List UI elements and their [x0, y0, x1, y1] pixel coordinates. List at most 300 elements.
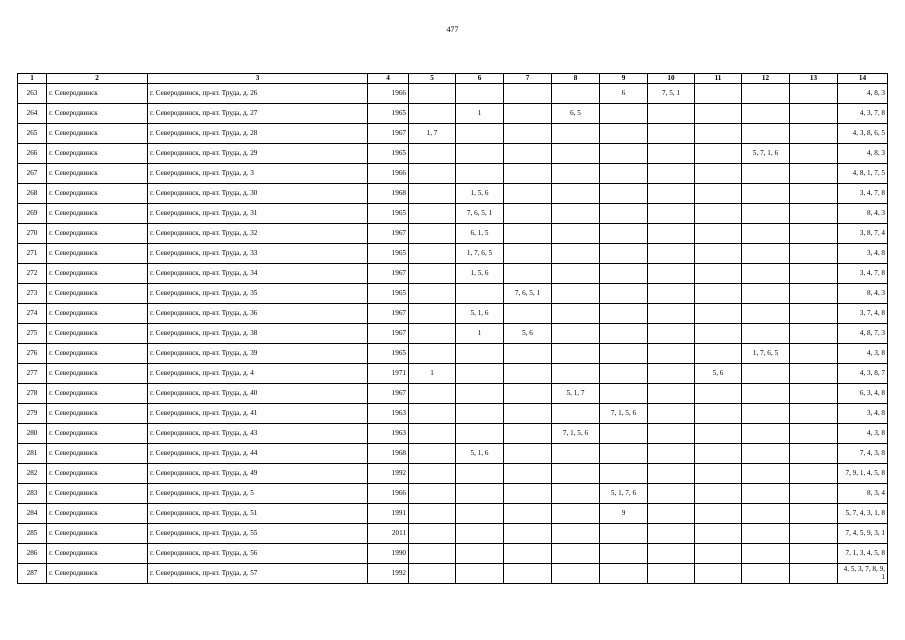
cell-col-14: 6, 3, 4, 8: [838, 384, 888, 404]
cell-row-number: 278: [18, 384, 47, 404]
cell-col-13: [790, 544, 838, 564]
cell-col-12: [742, 404, 790, 424]
cell-col-12: [742, 504, 790, 524]
cell-row-number: 273: [18, 284, 47, 304]
cell-address: г. Северодвинск, пр-кт. Труда, д. 3: [148, 164, 368, 184]
cell-row-number: 284: [18, 504, 47, 524]
cell-col-14: 3, 4, 8: [838, 244, 888, 264]
cell-settlement: г. Северодвинск: [47, 184, 148, 204]
cell-settlement: г. Северодвинск: [47, 404, 148, 424]
cell-col-12: [742, 264, 790, 284]
cell-row-number: 265: [18, 124, 47, 144]
cell-year-built: 1991: [368, 504, 409, 524]
cell-col-13: [790, 164, 838, 184]
cell-col-13: [790, 304, 838, 324]
cell-col-14: 8, 4, 3: [838, 204, 888, 224]
cell-year-built: 1965: [368, 104, 409, 124]
table-row: [18, 324, 888, 344]
table-row: [18, 304, 888, 324]
cell-col-7: [504, 544, 552, 564]
cell-row-number: 266: [18, 144, 47, 164]
cell-col-14: 5, 7, 4, 3, 1, 8: [838, 504, 888, 524]
cell-col-5: 1: [409, 364, 456, 384]
table-row: [18, 404, 888, 424]
table-row: [18, 84, 888, 104]
cell-col-9: [600, 124, 648, 144]
cell-col-8: [552, 244, 600, 264]
cell-col-9: [600, 544, 648, 564]
cell-address: г. Северодвинск, пр-кт. Труда, д. 39: [148, 344, 368, 364]
cell-col-7: [504, 344, 552, 364]
cell-col-13: [790, 244, 838, 264]
cell-col-12: [742, 424, 790, 444]
cell-col-7: 5, 6: [504, 324, 552, 344]
cell-col-9: 6: [600, 84, 648, 104]
table-row: [18, 544, 888, 564]
cell-row-number: 279: [18, 404, 47, 424]
cell-col-11: [695, 284, 742, 304]
cell-address: г. Северодвинск, пр-кт. Труда, д. 40: [148, 384, 368, 404]
cell-col-12: [742, 364, 790, 384]
cell-address: г. Северодвинск, пр-кт. Труда, д. 51: [148, 504, 368, 524]
cell-col-6: 1: [456, 104, 504, 124]
cell-settlement: г. Северодвинск: [47, 204, 148, 224]
cell-col-14: 7, 9, 1, 4, 5, 8: [838, 464, 888, 484]
cell-col-9: [600, 424, 648, 444]
column-header-7: 7: [504, 74, 552, 84]
cell-col-13: [790, 524, 838, 544]
cell-address: г. Северодвинск, пр-кт. Труда, д. 4: [148, 364, 368, 384]
cell-col-10: [648, 424, 695, 444]
cell-col-10: [648, 484, 695, 504]
cell-col-8: [552, 204, 600, 224]
cell-col-5: [409, 444, 456, 464]
cell-col-11: [695, 304, 742, 324]
cell-address: г. Северодвинск, пр-кт. Труда, д. 35: [148, 284, 368, 304]
cell-col-13: [790, 84, 838, 104]
cell-col-11: [695, 144, 742, 164]
cell-col-14: 4, 5, 3, 7, 8, 9, 1: [838, 564, 888, 584]
cell-col-6: [456, 504, 504, 524]
cell-col-12: 5, 7, 1, 6: [742, 144, 790, 164]
cell-col-5: [409, 404, 456, 424]
cell-address: г. Северодвинск, пр-кт. Труда, д. 33: [148, 244, 368, 264]
cell-year-built: 1965: [368, 344, 409, 364]
cell-row-number: 269: [18, 204, 47, 224]
cell-col-11: [695, 344, 742, 364]
cell-col-6: [456, 284, 504, 304]
cell-year-built: 1967: [368, 324, 409, 344]
cell-col-9: [600, 324, 648, 344]
cell-settlement: г. Северодвинск: [47, 564, 148, 584]
cell-col-7: [504, 464, 552, 484]
cell-col-13: [790, 104, 838, 124]
cell-year-built: 1990: [368, 544, 409, 564]
cell-col-7: [504, 84, 552, 104]
cell-col-12: [742, 204, 790, 224]
cell-col-8: [552, 144, 600, 164]
cell-col-14: 4, 3, 8: [838, 424, 888, 444]
cell-col-12: [742, 324, 790, 344]
cell-col-9: [600, 384, 648, 404]
cell-row-number: 283: [18, 484, 47, 504]
cell-address: г. Северодвинск, пр-кт. Труда, д. 31: [148, 204, 368, 224]
cell-col-14: 3, 4, 8: [838, 404, 888, 424]
cell-row-number: 274: [18, 304, 47, 324]
cell-col-7: [504, 184, 552, 204]
cell-year-built: 1968: [368, 184, 409, 204]
cell-col-7: [504, 264, 552, 284]
cell-col-6: [456, 144, 504, 164]
cell-col-7: [504, 304, 552, 324]
cell-col-6: [456, 124, 504, 144]
cell-year-built: 1968: [368, 444, 409, 464]
cell-col-12: [742, 164, 790, 184]
cell-col-13: [790, 404, 838, 424]
cell-col-13: [790, 464, 838, 484]
cell-col-8: [552, 344, 600, 364]
cell-col-12: [742, 384, 790, 404]
cell-col-5: [409, 244, 456, 264]
cell-col-7: [504, 444, 552, 464]
cell-col-5: [409, 104, 456, 124]
cell-col-5: [409, 504, 456, 524]
cell-address: г. Северодвинск, пр-кт. Труда, д. 38: [148, 324, 368, 344]
cell-col-7: [504, 564, 552, 584]
cell-col-12: [742, 564, 790, 584]
cell-col-14: 3, 4, 7, 8: [838, 184, 888, 204]
cell-address: г. Северодвинск, пр-кт. Труда, д. 5: [148, 484, 368, 504]
cell-year-built: 1963: [368, 424, 409, 444]
cell-settlement: г. Северодвинск: [47, 284, 148, 304]
cell-row-number: 277: [18, 364, 47, 384]
cell-col-10: [648, 284, 695, 304]
table-row: [18, 384, 888, 404]
cell-col-11: [695, 104, 742, 124]
cell-col-14: 4, 3, 8, 6, 5: [838, 124, 888, 144]
cell-col-13: [790, 144, 838, 164]
cell-year-built: 1967: [368, 224, 409, 244]
cell-settlement: г. Северодвинск: [47, 84, 148, 104]
cell-col-14: 4, 8, 1, 7, 5: [838, 164, 888, 184]
cell-col-13: [790, 184, 838, 204]
cell-col-12: [742, 444, 790, 464]
cell-year-built: 1967: [368, 304, 409, 324]
cell-col-5: [409, 384, 456, 404]
cell-col-5: [409, 544, 456, 564]
cell-col-11: [695, 164, 742, 184]
cell-col-9: [600, 184, 648, 204]
cell-col-10: [648, 364, 695, 384]
page-number: 477: [446, 25, 459, 34]
cell-col-14: 4, 3, 8, 7: [838, 364, 888, 384]
cell-col-9: [600, 304, 648, 324]
repair-schedule-table: [17, 73, 888, 584]
cell-year-built: 1966: [368, 84, 409, 104]
cell-col-8: 7, 1, 5, 6: [552, 424, 600, 444]
table-row: [18, 344, 888, 364]
cell-row-number: 285: [18, 524, 47, 544]
cell-col-7: [504, 144, 552, 164]
cell-col-13: [790, 224, 838, 244]
table-row: [18, 244, 888, 264]
column-header-12: 12: [742, 74, 790, 84]
cell-col-13: [790, 504, 838, 524]
cell-col-13: [790, 284, 838, 304]
cell-row-number: 287: [18, 564, 47, 584]
cell-address: г. Северодвинск, пр-кт. Труда, д. 28: [148, 124, 368, 144]
cell-col-6: [456, 484, 504, 504]
cell-col-13: [790, 444, 838, 464]
cell-col-11: [695, 324, 742, 344]
table-row: [18, 144, 888, 164]
cell-col-12: [742, 544, 790, 564]
column-header-4: 4: [368, 74, 409, 84]
cell-address: г. Северодвинск, пр-кт. Труда, д. 44: [148, 444, 368, 464]
cell-settlement: г. Северодвинск: [47, 224, 148, 244]
cell-col-10: [648, 144, 695, 164]
table-row: [18, 564, 888, 584]
cell-col-11: [695, 444, 742, 464]
cell-col-14: 7, 4, 5, 9, 3, 1: [838, 524, 888, 544]
cell-col-5: [409, 304, 456, 324]
cell-col-14: 4, 3, 8: [838, 344, 888, 364]
cell-col-10: [648, 184, 695, 204]
cell-col-11: [695, 264, 742, 284]
cell-col-8: 6, 5: [552, 104, 600, 124]
cell-address: г. Северодвинск, пр-кт. Труда, д. 29: [148, 144, 368, 164]
table-row: [18, 444, 888, 464]
column-header-11: 11: [695, 74, 742, 84]
cell-col-11: [695, 464, 742, 484]
column-header-1: 1: [18, 74, 47, 84]
cell-col-10: [648, 244, 695, 264]
table-row: [18, 524, 888, 544]
cell-col-10: [648, 564, 695, 584]
cell-col-9: [600, 344, 648, 364]
cell-col-11: [695, 84, 742, 104]
cell-col-5: [409, 264, 456, 284]
cell-col-13: [790, 324, 838, 344]
cell-col-6: 1, 5, 6: [456, 264, 504, 284]
column-header-5: 5: [409, 74, 456, 84]
cell-col-8: [552, 504, 600, 524]
column-header-6: 6: [456, 74, 504, 84]
cell-year-built: 2011: [368, 524, 409, 544]
cell-col-9: [600, 284, 648, 304]
cell-col-8: [552, 124, 600, 144]
cell-col-8: [552, 524, 600, 544]
cell-settlement: г. Северодвинск: [47, 124, 148, 144]
cell-row-number: 275: [18, 324, 47, 344]
cell-col-11: [695, 504, 742, 524]
cell-col-11: [695, 404, 742, 424]
cell-col-7: [504, 424, 552, 444]
cell-year-built: 1967: [368, 264, 409, 284]
cell-col-8: [552, 184, 600, 204]
cell-year-built: 1967: [368, 124, 409, 144]
cell-col-8: [552, 164, 600, 184]
cell-col-9: [600, 524, 648, 544]
cell-col-13: [790, 384, 838, 404]
column-header-10: 10: [648, 74, 695, 84]
cell-col-5: [409, 284, 456, 304]
cell-year-built: 1965: [368, 204, 409, 224]
cell-col-13: [790, 204, 838, 224]
cell-col-9: 5, 1, 7, 6: [600, 484, 648, 504]
cell-col-7: [504, 224, 552, 244]
cell-col-11: [695, 564, 742, 584]
table-row: [18, 264, 888, 284]
cell-col-13: [790, 364, 838, 384]
cell-col-11: [695, 244, 742, 264]
cell-year-built: 1963: [368, 404, 409, 424]
table-row: [18, 504, 888, 524]
cell-col-13: [790, 424, 838, 444]
cell-col-9: [600, 264, 648, 284]
cell-col-14: 3, 7, 4, 8: [838, 304, 888, 324]
cell-col-11: [695, 424, 742, 444]
cell-year-built: 1967: [368, 384, 409, 404]
cell-col-6: [456, 524, 504, 544]
cell-col-10: [648, 164, 695, 184]
column-header-2: 2: [47, 74, 148, 84]
cell-address: г. Северодвинск, пр-кт. Труда, д. 57: [148, 564, 368, 584]
cell-col-10: [648, 104, 695, 124]
cell-col-12: [742, 224, 790, 244]
cell-col-9: [600, 244, 648, 264]
cell-row-number: 272: [18, 264, 47, 284]
cell-col-11: [695, 524, 742, 544]
cell-col-11: [695, 544, 742, 564]
cell-col-10: [648, 324, 695, 344]
cell-col-5: [409, 344, 456, 364]
table-row: [18, 224, 888, 244]
cell-col-10: 7, 5, 1: [648, 84, 695, 104]
cell-col-14: 8, 3, 4: [838, 484, 888, 504]
cell-col-6: 6, 1, 5: [456, 224, 504, 244]
cell-col-8: [552, 364, 600, 384]
cell-col-9: [600, 564, 648, 584]
cell-settlement: г. Северодвинск: [47, 344, 148, 364]
cell-year-built: 1965: [368, 244, 409, 264]
cell-col-7: [504, 504, 552, 524]
cell-col-8: [552, 304, 600, 324]
cell-col-10: [648, 384, 695, 404]
cell-address: г. Северодвинск, пр-кт. Труда, д. 34: [148, 264, 368, 284]
cell-col-11: [695, 204, 742, 224]
cell-col-13: [790, 564, 838, 584]
table-body: [18, 84, 888, 584]
table-row: [18, 184, 888, 204]
cell-col-9: [600, 444, 648, 464]
cell-settlement: г. Северодвинск: [47, 504, 148, 524]
column-header-9: 9: [600, 74, 648, 84]
cell-col-11: [695, 384, 742, 404]
cell-col-13: [790, 344, 838, 364]
cell-col-7: [504, 244, 552, 264]
cell-col-8: [552, 444, 600, 464]
cell-col-14: 3, 8, 7, 4: [838, 224, 888, 244]
cell-col-6: [456, 564, 504, 584]
cell-col-7: [504, 404, 552, 424]
table-row: [18, 164, 888, 184]
cell-settlement: г. Северодвинск: [47, 484, 148, 504]
cell-col-6: 5, 1, 6: [456, 304, 504, 324]
cell-col-12: [742, 304, 790, 324]
cell-col-8: [552, 484, 600, 504]
cell-col-7: [504, 484, 552, 504]
table-row: [18, 204, 888, 224]
cell-col-14: 4, 8, 7, 3: [838, 324, 888, 344]
cell-col-14: 7, 4, 3, 8: [838, 444, 888, 464]
cell-settlement: г. Северодвинск: [47, 524, 148, 544]
cell-col-14: 7, 1, 3, 4, 5, 8: [838, 544, 888, 564]
cell-col-12: [742, 124, 790, 144]
cell-col-14: 3, 4, 7, 8: [838, 264, 888, 284]
cell-col-7: [504, 124, 552, 144]
cell-col-9: [600, 144, 648, 164]
column-header-14: 14: [838, 74, 888, 84]
cell-col-8: [552, 264, 600, 284]
cell-col-8: [552, 224, 600, 244]
cell-col-9: 7, 1, 5, 6: [600, 404, 648, 424]
cell-address: г. Северодвинск, пр-кт. Труда, д. 30: [148, 184, 368, 204]
cell-address: г. Северодвинск, пр-кт. Труда, д. 43: [148, 424, 368, 444]
cell-row-number: 281: [18, 444, 47, 464]
cell-col-10: [648, 224, 695, 244]
cell-col-10: [648, 544, 695, 564]
cell-col-12: [742, 464, 790, 484]
cell-col-5: [409, 144, 456, 164]
cell-settlement: г. Северодвинск: [47, 364, 148, 384]
cell-settlement: г. Северодвинск: [47, 304, 148, 324]
cell-col-14: 4, 8, 3: [838, 144, 888, 164]
cell-year-built: 1966: [368, 484, 409, 504]
cell-col-6: [456, 424, 504, 444]
cell-col-10: [648, 204, 695, 224]
table-row: [18, 424, 888, 444]
cell-col-6: 1: [456, 324, 504, 344]
cell-col-13: [790, 124, 838, 144]
cell-col-6: [456, 364, 504, 384]
cell-address: г. Северодвинск, пр-кт. Труда, д. 27: [148, 104, 368, 124]
cell-col-6: [456, 384, 504, 404]
cell-col-14: 8, 4, 3: [838, 284, 888, 304]
cell-settlement: г. Северодвинск: [47, 424, 148, 444]
cell-col-10: [648, 524, 695, 544]
cell-col-8: [552, 404, 600, 424]
cell-col-5: [409, 204, 456, 224]
cell-col-7: [504, 104, 552, 124]
cell-col-6: [456, 544, 504, 564]
table-row: [18, 484, 888, 504]
cell-col-6: 1, 5, 6: [456, 184, 504, 204]
table-row: [18, 124, 888, 144]
cell-col-12: [742, 484, 790, 504]
cell-col-6: [456, 164, 504, 184]
cell-settlement: г. Северодвинск: [47, 144, 148, 164]
cell-col-9: [600, 164, 648, 184]
cell-col-10: [648, 404, 695, 424]
cell-col-7: 7, 6, 5, 1: [504, 284, 552, 304]
cell-col-10: [648, 344, 695, 364]
cell-col-8: [552, 464, 600, 484]
table-row: [18, 364, 888, 384]
cell-col-8: [552, 284, 600, 304]
cell-col-10: [648, 124, 695, 144]
cell-col-8: [552, 84, 600, 104]
